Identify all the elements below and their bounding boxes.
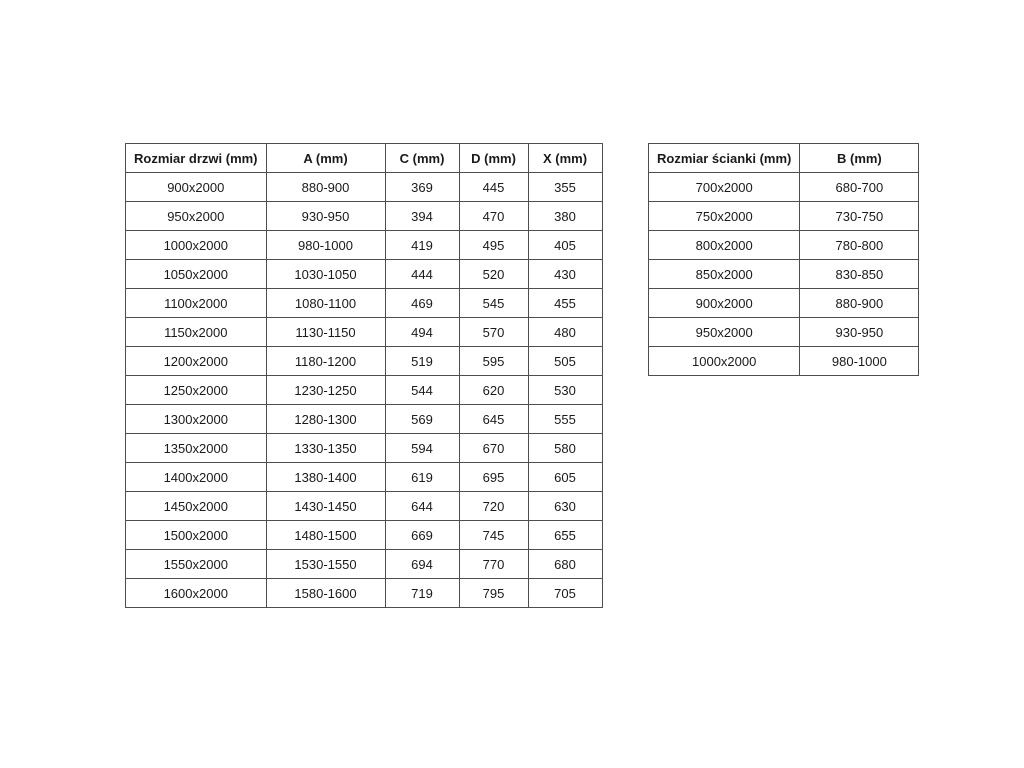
table-cell: 655 <box>528 521 602 550</box>
table-cell: 580 <box>528 434 602 463</box>
table-row <box>126 347 603 376</box>
table-cell: 745 <box>459 521 528 550</box>
table-row <box>649 318 919 347</box>
table-cell: 644 <box>385 492 459 521</box>
table-cell: 569 <box>385 405 459 434</box>
table-cell: 800x2000 <box>649 231 800 260</box>
table-cell: 455 <box>528 289 602 318</box>
table-cell: 720 <box>459 492 528 521</box>
table-cell: 419 <box>385 231 459 260</box>
door-sizes-table <box>125 143 603 608</box>
table-row <box>126 405 603 434</box>
table-cell: 1300x2000 <box>126 405 267 434</box>
table-cell: 730-750 <box>800 202 919 231</box>
table-cell: 469 <box>385 289 459 318</box>
column-header: D (mm) <box>459 144 528 173</box>
table-cell: 519 <box>385 347 459 376</box>
table-cell: 1180-1200 <box>266 347 385 376</box>
table-cell: 480 <box>528 318 602 347</box>
column-header: Rozmiar ścianki (mm) <box>649 144 800 173</box>
table-cell: 380 <box>528 202 602 231</box>
table-cell: 719 <box>385 579 459 608</box>
table-cell: 700x2000 <box>649 173 800 202</box>
table-cell: 1130-1150 <box>266 318 385 347</box>
table-cell: 900x2000 <box>126 173 267 202</box>
column-header: X (mm) <box>528 144 602 173</box>
table-cell: 795 <box>459 579 528 608</box>
table-cell: 1100x2000 <box>126 289 267 318</box>
table-cell: 1280-1300 <box>266 405 385 434</box>
table-cell: 1250x2000 <box>126 376 267 405</box>
table-cell: 645 <box>459 405 528 434</box>
column-header: Rozmiar drzwi (mm) <box>126 144 267 173</box>
table-cell: 1000x2000 <box>649 347 800 376</box>
table-row <box>126 434 603 463</box>
table-cell: 1000x2000 <box>126 231 267 260</box>
table-row <box>126 376 603 405</box>
table-cell: 770 <box>459 550 528 579</box>
table-cell: 444 <box>385 260 459 289</box>
table-cell: 544 <box>385 376 459 405</box>
table-cell: 570 <box>459 318 528 347</box>
table-row <box>649 202 919 231</box>
table-cell: 750x2000 <box>649 202 800 231</box>
table-cell: 1450x2000 <box>126 492 267 521</box>
table-cell: 355 <box>528 173 602 202</box>
table-cell: 505 <box>528 347 602 376</box>
table-cell: 1030-1050 <box>266 260 385 289</box>
table-cell: 620 <box>459 376 528 405</box>
table-cell: 1050x2000 <box>126 260 267 289</box>
table-row <box>126 492 603 521</box>
table-row <box>649 231 919 260</box>
table-cell: 880-900 <box>800 289 919 318</box>
table-cell: 694 <box>385 550 459 579</box>
table-cell: 705 <box>528 579 602 608</box>
table-row <box>126 318 603 347</box>
table-cell: 930-950 <box>266 202 385 231</box>
table-cell: 780-800 <box>800 231 919 260</box>
table-row <box>126 260 603 289</box>
table-cell: 405 <box>528 231 602 260</box>
table-row <box>126 521 603 550</box>
table-cell: 470 <box>459 202 528 231</box>
table-cell: 494 <box>385 318 459 347</box>
table-cell: 445 <box>459 173 528 202</box>
table-cell: 980-1000 <box>266 231 385 260</box>
table-cell: 605 <box>528 463 602 492</box>
table-cell: 680 <box>528 550 602 579</box>
table-cell: 1350x2000 <box>126 434 267 463</box>
column-header: A (mm) <box>266 144 385 173</box>
table-row <box>126 463 603 492</box>
table-cell: 630 <box>528 492 602 521</box>
header-row <box>649 144 919 173</box>
table-cell: 369 <box>385 173 459 202</box>
table-cell: 669 <box>385 521 459 550</box>
header-row <box>126 144 603 173</box>
table-cell: 394 <box>385 202 459 231</box>
table-cell: 830-850 <box>800 260 919 289</box>
table-cell: 680-700 <box>800 173 919 202</box>
table-cell: 950x2000 <box>649 318 800 347</box>
table-cell: 1500x2000 <box>126 521 267 550</box>
column-header: B (mm) <box>800 144 919 173</box>
table-cell: 1550x2000 <box>126 550 267 579</box>
table-cell: 595 <box>459 347 528 376</box>
table-cell: 495 <box>459 231 528 260</box>
table-cell: 619 <box>385 463 459 492</box>
table-cell: 1330-1350 <box>266 434 385 463</box>
table-cell: 1230-1250 <box>266 376 385 405</box>
table-cell: 695 <box>459 463 528 492</box>
table-cell: 930-950 <box>800 318 919 347</box>
table-cell: 1530-1550 <box>266 550 385 579</box>
table-cell: 520 <box>459 260 528 289</box>
table-cell: 670 <box>459 434 528 463</box>
table-row <box>649 260 919 289</box>
table-cell: 555 <box>528 405 602 434</box>
table-cell: 1380-1400 <box>266 463 385 492</box>
table-cell: 530 <box>528 376 602 405</box>
table-row <box>126 173 603 202</box>
table-row <box>649 347 919 376</box>
table-cell: 980-1000 <box>800 347 919 376</box>
table-row <box>649 173 919 202</box>
table-row <box>126 579 603 608</box>
table-cell: 1580-1600 <box>266 579 385 608</box>
table-row <box>126 231 603 260</box>
table-cell: 900x2000 <box>649 289 800 318</box>
table-cell: 1430-1450 <box>266 492 385 521</box>
table-cell: 850x2000 <box>649 260 800 289</box>
table-row <box>126 202 603 231</box>
table-cell: 594 <box>385 434 459 463</box>
wall-panel-sizes-table <box>648 143 919 376</box>
table-row <box>649 289 919 318</box>
column-header: C (mm) <box>385 144 459 173</box>
table-cell: 430 <box>528 260 602 289</box>
table-cell: 950x2000 <box>126 202 267 231</box>
table-cell: 1080-1100 <box>266 289 385 318</box>
table-cell: 1200x2000 <box>126 347 267 376</box>
table-row <box>126 550 603 579</box>
table-row <box>126 289 603 318</box>
table-cell: 1150x2000 <box>126 318 267 347</box>
table-cell: 545 <box>459 289 528 318</box>
table-cell: 1480-1500 <box>266 521 385 550</box>
table-cell: 1400x2000 <box>126 463 267 492</box>
table-cell: 1600x2000 <box>126 579 267 608</box>
table-cell: 880-900 <box>266 173 385 202</box>
